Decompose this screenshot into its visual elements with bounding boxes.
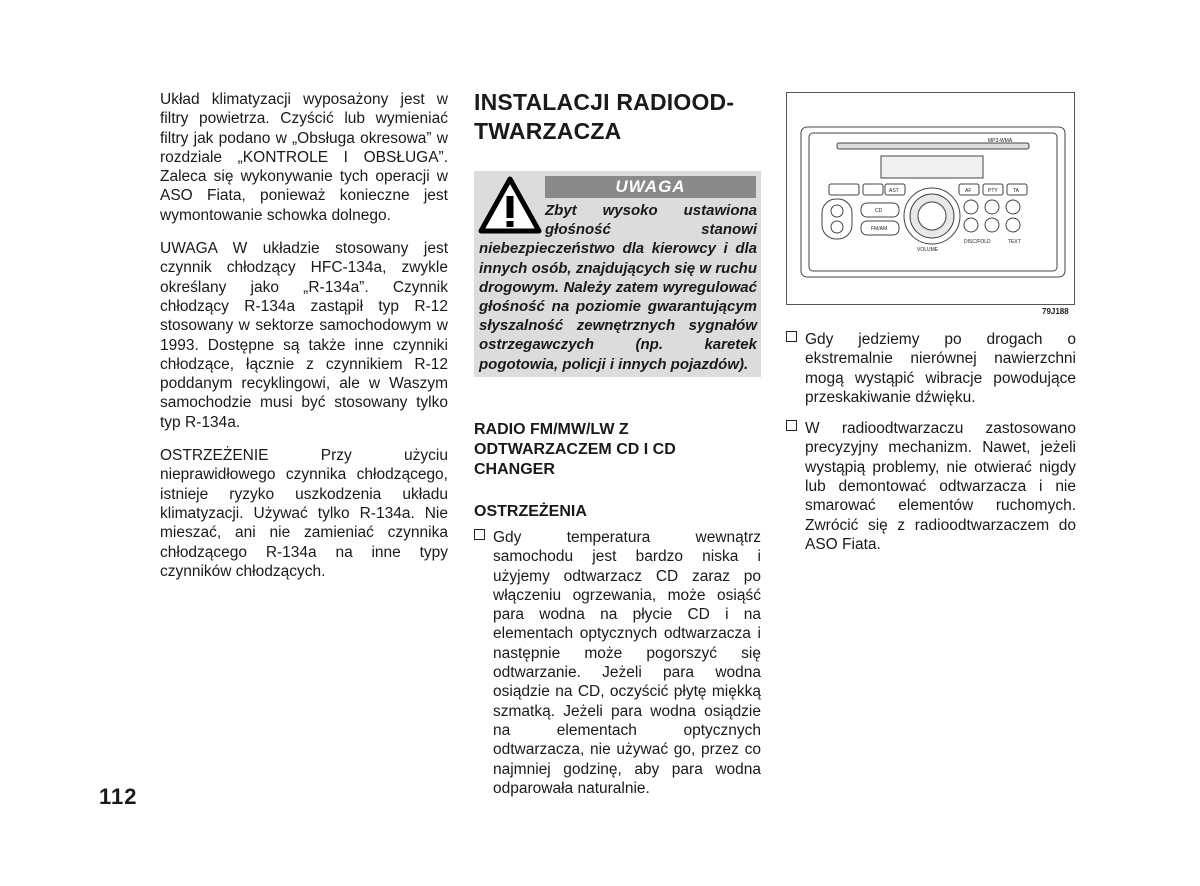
cd-label: CD (875, 208, 883, 214)
warning-text: Zbyt wysoko ustawiona głośność stanowi niebezpieczeństwo dla kierowcy i dla innych osób, znajdujących się w ruchu drogowym. Należy zatem wyregulować głośność na poziomie gwarantującym słyszalność zewnętrznych sygnałów ostrzegawczych (np. karetek pogotowia, policji i innych pojazdów). (479, 202, 757, 373)
right-column (786, 330, 1076, 566)
warnings-heading: OSTRZEŻENIA (474, 503, 587, 520)
page-number: 112 (99, 784, 138, 809)
radio-figure (786, 92, 1075, 305)
checkbox-bullet-icon (786, 331, 797, 342)
middle-column (474, 88, 761, 164)
radio-subtitle: RADIO FM/MW/LW Z ODTWARZACZEM CD I CD CHANGER (474, 421, 676, 478)
left-column (160, 90, 448, 595)
af-label: AF (965, 188, 972, 194)
volume-label: VOLUME (917, 247, 939, 253)
bullet-text: Gdy jedziemy po drogach o ekstremalnie nierównej nawierzchni mogą wystąpić wibracje powodujące przeskakiwanie dźwięku. (805, 331, 1076, 406)
radio-illustration (787, 93, 1074, 304)
disc-label: DISC/FOLD (964, 239, 991, 245)
mp3-label: MP3-WMA (988, 138, 1013, 144)
list-item (474, 528, 761, 798)
ast-label: AST (889, 188, 899, 194)
list-item (786, 419, 1076, 554)
figure-code: 79J188 (1042, 307, 1069, 316)
paragraph-refrigerant-warning: OSTRZEŻENIE Przy użyciu nieprawidłowego czynnika chłodzącego, istnieje ryzyko uszkodzenia układu klimatyzacji. Używać tylko R-134a. Nie mieszać, ani nie zamieniać czynnika chłodzącego R-134a na inne typy czynników chłodzących. (160, 447, 448, 580)
bullet-text: W radioodtwarzaczu zastosowano precyzyjny mechanizm. Nawet, jeżeli wystąpią problemy, nie otwierać nigdy lub demontować odtwarzacza i nie smarować elementów ruchomych. Zwrócić się z radioodtwarzaczem do ASO Fiata. (805, 420, 1076, 553)
bullet-text: Gdy temperatura wewnątrz samochodu jest bardzo niska i użyjemy odtwarzacz CD zaraz po włączeniu ogrzewania, może osiąść para wodna na płycie CD i na elementach optycznych odtwarzacza i następnie może pogorszyć się odtwarzanie. Jeżeli para wodna osiądzie na CD, oczyścić płytę miękką szmatką. Jeżeli para wodna osiądzie na elementach optycznych odtwarzacza, nie używać go, przez co najmniej godzinę, aby para wodna odparowała naturalnie. (493, 529, 761, 797)
ta-label: TA (1013, 188, 1020, 194)
list-item (786, 330, 1076, 407)
radio-section (474, 420, 761, 810)
checkbox-bullet-icon (474, 529, 485, 540)
text-label: TEXT (1008, 239, 1021, 245)
warning-box (474, 171, 761, 377)
section-title: INSTALACJI RADIOOD-TWARZACZA (474, 89, 735, 144)
paragraph-filters: Układ klimatyzacji wyposażony jest w filtry powietrza. Czyścić lub wymieniać filtry jak podano w „Obsługa okresowa” w rozdziale „KONTROLE I OBSŁUGA”. Zaleca się wykonywanie tych operacji w ASO Fiata, ponieważ konieczne jest wymontowanie schowka dolnego. (160, 91, 448, 224)
checkbox-bullet-icon (786, 420, 797, 431)
fmam-label: FM/AM (871, 226, 888, 232)
warning-text-block (479, 201, 757, 374)
warning-label: UWAGA (545, 176, 756, 198)
pty-label: PTY (988, 188, 998, 194)
paragraph-refrigerant-note: UWAGA W układzie stosowany jest czynnik chłodzący HFC-134a, zwykle określany jako „R-134a”. Czynnik chłodzący R-134a zastąpił typ R-12 stosowany w sektorze samochodowym w 1993. Dostępne są także inne czynniki chłodzące, łącznie z czynnikiem R-12 poddanym recyklingowi, ale w Waszym samochodzie musi być stosowany tylko typ R-134a. (160, 240, 448, 431)
